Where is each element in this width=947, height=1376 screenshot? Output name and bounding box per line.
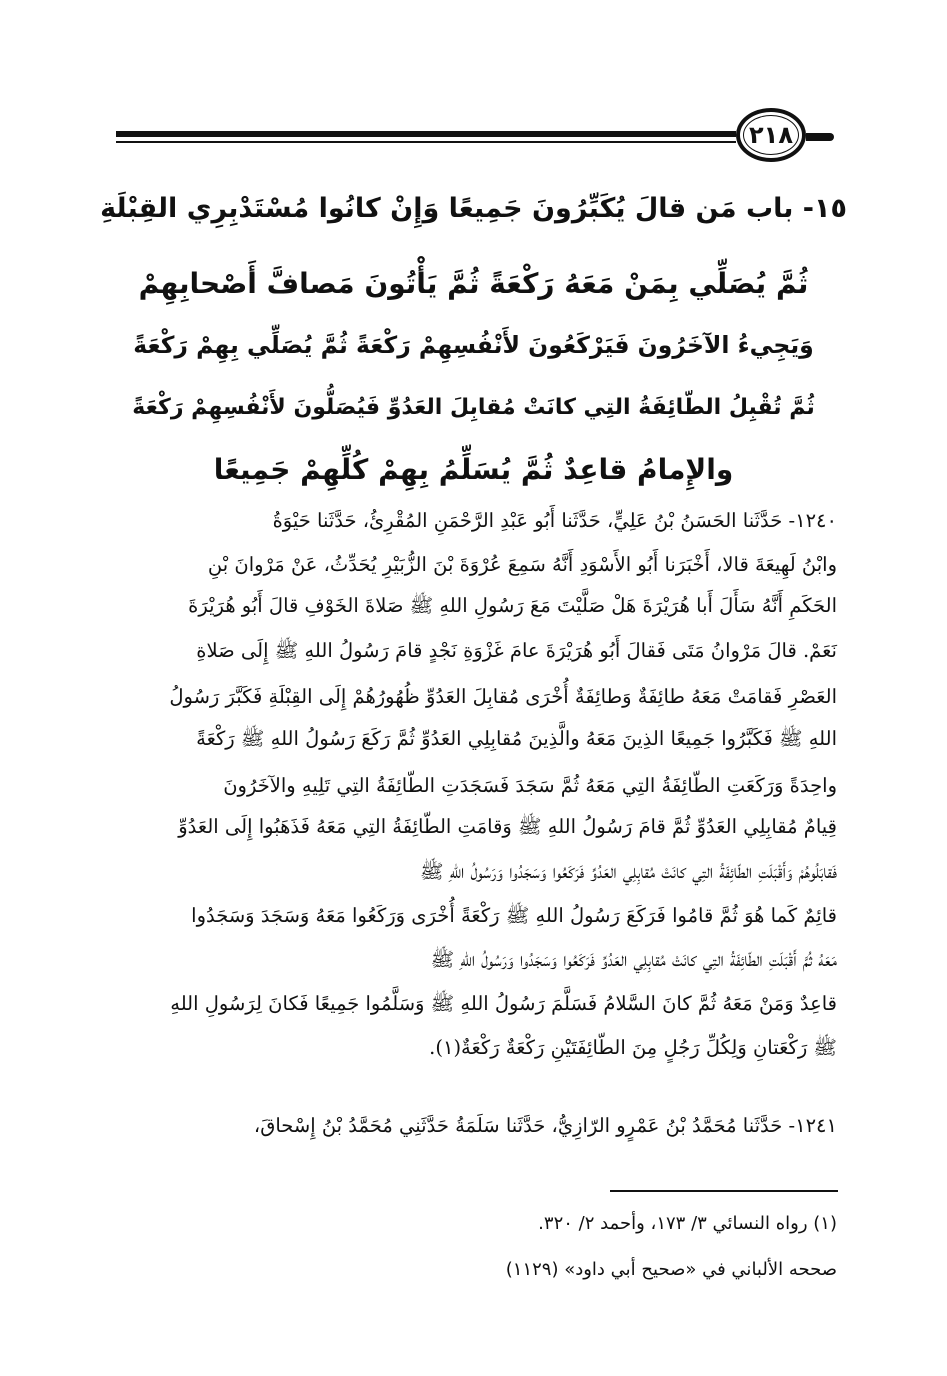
text-line: نَعَمْ. قالَ مَرْوانُ مَتَى فَقالَ أَبُو هُرَيْرَةَ عامَ غَزْوَةِ نَجْدٍ قامَ رَسُولُ اللهِ ﷺ إِلَى صَلاةِ — [196, 638, 837, 662]
text-line: وابْنُ لَهِيعَةَ قالا، أَخْبَرَنا أَبُو الأَسْوَدِ أَنَّهُ سَمِعَ عُرْوَةَ بْنَ الزُّبَيْرِ يُحَدِّثُ، عَنْ مَرْوانَ بْنِ — [207, 552, 837, 576]
text-line: اللهِ ﷺ فَكَبَّرُوا جَمِيعًا الذِينَ مَعَهُ والَّذِينَ مُقابِلِي العَدُوِّ ثُمَّ رَكَعَ رَسُولُ اللهِ ﷺ رَكْعَةً — [196, 727, 837, 751]
text-line: ١٢٤٠- حَدَّثَنا الحَسَنُ بْنُ عَلِيٍّ، حَدَّثَنا أَبُو عَبْدِ الرَّحْمَنِ المُقْرِئُ، حَدَّثَنا حَيْوَةُ — [272, 508, 837, 532]
footnotes — [300, 1200, 837, 1292]
subtitle-line: والإِمامُ قاعِدٌ ثُمَّ يُسَلِّمُ بِهِمْ كُلِّهِمْ جَمِيعًا — [213, 452, 734, 486]
header-rule-tail — [806, 133, 834, 141]
footnote-line: (١) رواه النسائي ٣/ ١٧٣، وأحمد ٢/ ٣٢٠. — [538, 1212, 837, 1234]
text-line: ﷺ رَكْعَتانِ وَلِكُلِّ رَجُلٍ مِنَ الطّائِفَتَيْنِ رَكْعَةٌ رَكْعَةٌ(١). — [429, 1036, 837, 1060]
subtitle-line: ثُمَّ تُقْبِلُ الطّائِفَةُ التِي كانَتْ مُقابِلَ العَدُوِّ فَيُصَلُّونَ لأَنْفُسِهِمْ رَكْعَةً — [132, 394, 815, 420]
page-number-badge — [736, 108, 806, 162]
chapter-title — [100, 178, 847, 238]
header-rule-thick — [116, 131, 736, 137]
text-line: فَقابَلُوهُمْ وَأَقْبَلَتِ الطّائِفَةُ التِي كانَتْ مُقابِلِي العَدُوِّ فَرَكَعُوا وَسَجَدُوا وَرَسُولُ اللهِ ﷺ — [419, 859, 837, 883]
hadith-1241: ١٢٤١- حَدَّثَنا مُحَمَّدُ بْنُ عَمْرٍو الرّازِيُّ، حَدَّثَنا سَلَمَةُ حَدَّثَنِي مُحَمَّدُ بْنُ إِسْحاقَ، — [253, 1113, 837, 1137]
text-line: قائِمٌ كَما هُوَ ثُمَّ قامُوا فَرَكَعَ رَسُولُ اللهِ ﷺ رَكْعَةً أُخْرَى وَرَكَعُوا مَعَهُ وَسَجَدَ وَسَجَدُوا — [191, 903, 837, 927]
hadith-1240 — [110, 498, 837, 1072]
text-line: العَصْرِ فَقامَتْ مَعَهُ طائِفَةٌ وَطائِفَةٌ أُخْرَى مُقابِلَ العَدُوِّ ظُهُورُهُمْ إِلَى القِبْلَةِ فَكَبَّرَ رَسُولُ — [169, 685, 837, 709]
footnote-divider — [610, 1190, 838, 1192]
text-line: الحَكَمِ أَنَّهُ سَأَلَ أَبا هُرَيْرَةَ هَلْ صَلَّيْتَ مَعَ رَسُولِ اللهِ ﷺ صَلاةَ الخَوْفِ قالَ أَبُو هُرَيْرَةَ — [188, 594, 837, 618]
page-number: ٢١٨ — [749, 121, 793, 149]
chapter-title-text: ١٥- باب مَن قالَ يُكَبِّرُونَ جَمِيعًا وَإِنْ كانُوا مُسْتَدْبِرِي القِبْلَةِ — [100, 192, 847, 224]
footnote-line: صححه الألباني في «صحيح أبي داود» (١١٢٩) — [505, 1258, 837, 1280]
text-line: قاعِدٌ وَمَنْ مَعَهُ ثُمَّ كانَ السَّلامُ فَسَلَّمَ رَسُولُ اللهِ ﷺ وَسَلَّمُوا جَمِيعًا فَكانَ لِرَسُولِ اللهِ — [170, 992, 837, 1016]
chapter-subtitle — [130, 252, 817, 500]
text-line: قِيامٌ مُقابِلِي العَدُوِّ ثُمَّ قامَ رَسُولُ اللهِ ﷺ وَقامَتِ الطّائِفَةُ التِي مَعَهُ فَذَهَبُوا إِلَى العَدُوِّ — [178, 815, 837, 839]
header-rule — [116, 131, 736, 145]
header-rule-thin — [116, 141, 736, 143]
subtitle-line: ثُمَّ يُصَلِّي بِمَنْ مَعَهُ رَكْعَةً ثُمَّ يَأْتُونَ مَصافَّ أَصْحابِهِمْ — [138, 266, 809, 300]
text-line: واحِدَةً وَرَكَعَتِ الطّائِفَةُ التِي مَعَهُ ثُمَّ سَجَدَ فَسَجَدَتِ الطّائِفَةُ التِي تَلِيهِ والآخَرُونَ — [223, 773, 837, 797]
subtitle-line: وَيَجِيءُ الآخَرُونَ فَيَرْكَعُونَ لأَنْفُسِهِمْ رَكْعَةً ثُمَّ يُصَلِّي بِهِمْ رَكْعَةً — [133, 331, 814, 359]
text-line: مَعَهُ ثُمَّ أَقْبَلَتِ الطّائِفَةُ التِي كانَتْ مُقابِلِي العَدُوِّ فَرَكَعُوا وَسَجَدُوا وَرَسُولُ اللهِ ﷺ — [430, 947, 837, 971]
